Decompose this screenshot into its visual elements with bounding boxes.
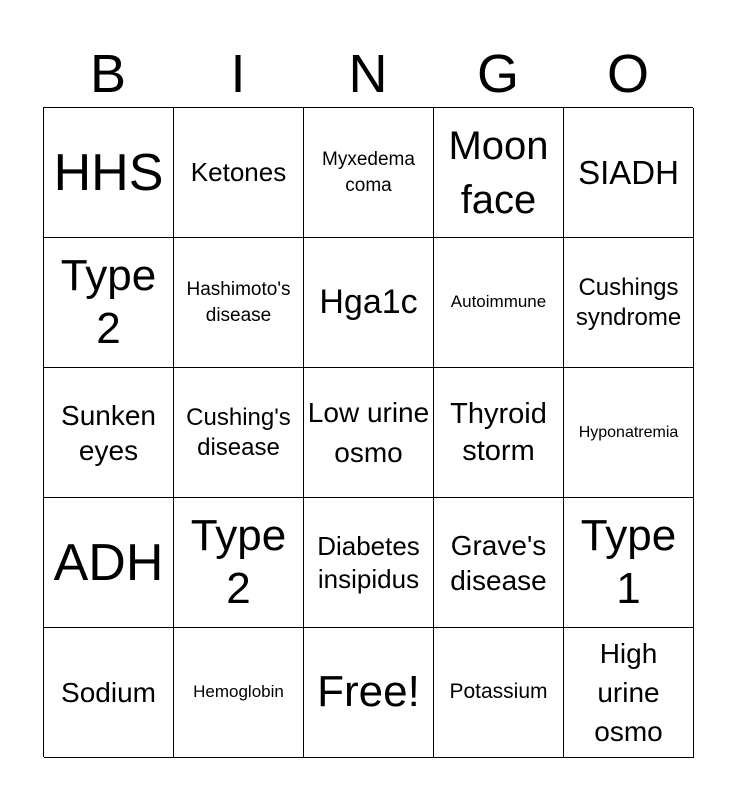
bingo-cell[interactable] — [564, 238, 694, 368]
bingo-cell[interactable] — [44, 238, 174, 368]
header-letter-b: B — [89, 44, 127, 104]
cell-text: High urine osmo — [594, 637, 663, 748]
bingo-cell[interactable] — [174, 238, 304, 368]
bingo-board — [43, 107, 693, 757]
bingo-cell[interactable] — [174, 498, 304, 628]
bingo-cell[interactable] — [564, 108, 694, 238]
bingo-cell[interactable] — [174, 628, 304, 758]
bingo-cell[interactable] — [174, 108, 304, 238]
bingo-cell[interactable] — [304, 238, 434, 368]
bingo-cell[interactable] — [564, 628, 694, 758]
cell-text: Low urine osmo — [307, 397, 430, 468]
header-letter-g: G — [476, 44, 519, 104]
cell-text: Cushings syndrome — [575, 273, 682, 331]
cell-text: Autoimmune — [450, 292, 547, 312]
cell-text: Sunken eyes — [61, 399, 156, 466]
bingo-cell[interactable] — [564, 368, 694, 498]
header-letter-o: O — [606, 44, 649, 104]
cell-text: Diabetes insipidus — [317, 531, 420, 594]
bingo-cell[interactable] — [304, 368, 434, 498]
cell-text: Type 1 — [580, 510, 677, 613]
bingo-header — [43, 40, 693, 108]
bingo-cell[interactable] — [564, 498, 694, 628]
bingo-cell[interactable] — [434, 628, 564, 758]
bingo-cell[interactable] — [434, 368, 564, 498]
cell-text: SIADH — [578, 153, 679, 191]
bingo-cell[interactable] — [434, 238, 564, 368]
header-letter-i: I — [230, 44, 246, 104]
cell-text: Myxedema coma — [322, 148, 415, 196]
free-space-text: Free! — [317, 667, 420, 717]
bingo-cell[interactable] — [44, 108, 174, 238]
bingo-cell[interactable] — [434, 498, 564, 628]
cell-text: Moon face — [448, 123, 549, 222]
cell-text: Hemoglobin — [193, 682, 284, 702]
cell-text: ADH — [53, 533, 164, 592]
cell-text: HHS — [53, 143, 164, 202]
bingo-cell[interactable] — [44, 498, 174, 628]
cell-text: Hga1c — [319, 283, 418, 322]
cell-text: Sodium — [61, 677, 156, 708]
bingo-cell[interactable] — [304, 498, 434, 628]
cell-text: Type 2 — [190, 510, 287, 613]
bingo-cell[interactable] — [44, 628, 174, 758]
cell-text: Ketones — [190, 157, 287, 188]
cell-text: Potassium — [449, 680, 548, 704]
cell-text: Hashimoto's disease — [186, 278, 291, 326]
header-letter-n: N — [348, 44, 388, 104]
bingo-cell[interactable] — [304, 108, 434, 238]
cell-text: Thyroid storm — [450, 398, 547, 467]
bingo-cell[interactable] — [44, 368, 174, 498]
cell-text: Type 2 — [60, 250, 157, 353]
cell-text: Cushing's disease — [186, 403, 291, 461]
cell-text: Hyponatremia — [578, 423, 679, 441]
bingo-cell-free[interactable] — [304, 628, 434, 758]
cell-text: Grave's disease — [450, 529, 547, 596]
bingo-cell[interactable] — [174, 368, 304, 498]
bingo-cell[interactable] — [434, 108, 564, 238]
